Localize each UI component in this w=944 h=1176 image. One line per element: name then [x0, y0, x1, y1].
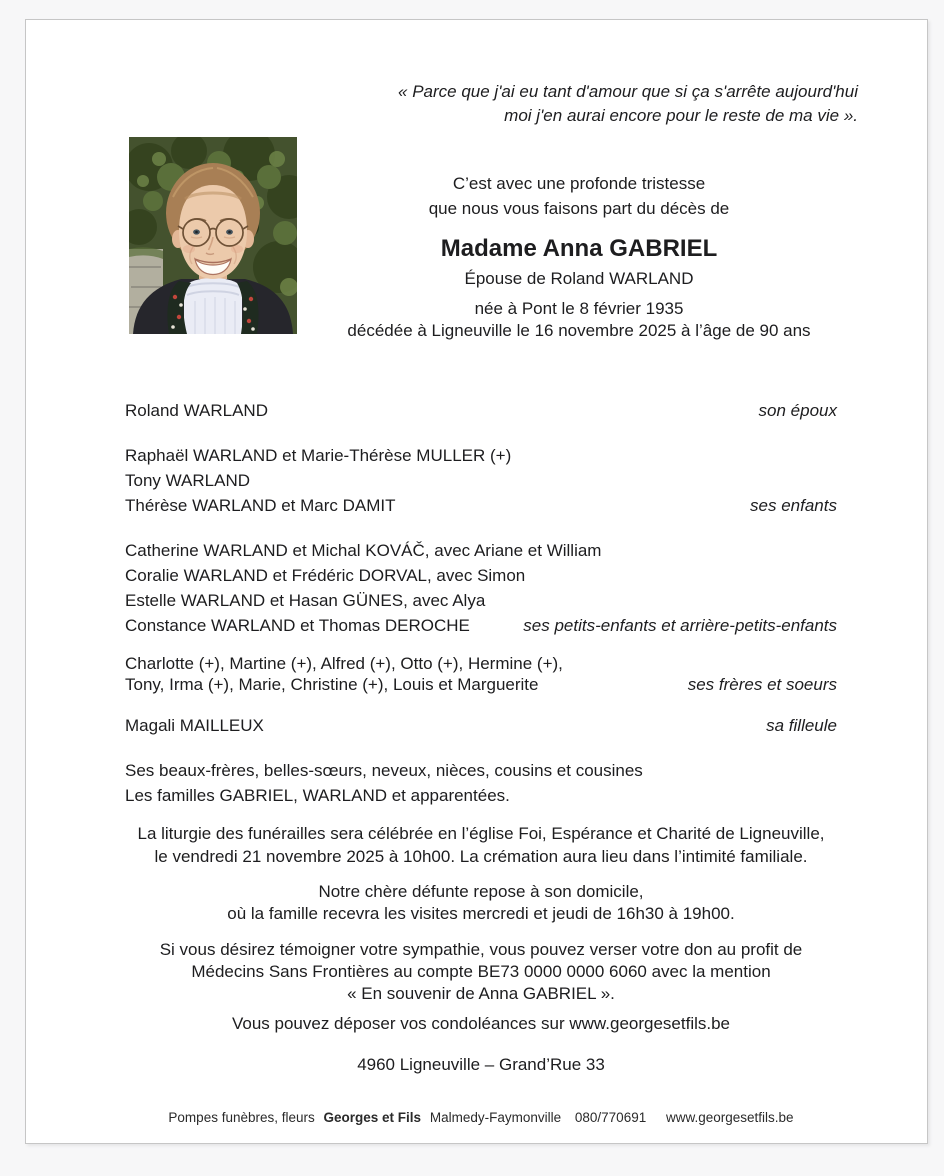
family-member-names: Coralie WARLAND et Frédéric DORVAL, avec Simon: [125, 566, 526, 585]
extended-family-line1: Ses beaux-frères, belles-sœurs, neveux, nièces, cousins et cousines: [125, 761, 643, 780]
family-member-line: [125, 613, 837, 638]
donation-line3: « En souvenir de Anna GABRIEL ».: [347, 984, 615, 1003]
family-member-names: Roland WARLAND: [125, 401, 268, 420]
portrait-photo: [129, 137, 297, 334]
spouse-line: Épouse de Roland WARLAND: [464, 269, 694, 288]
memorial-quote-line2: moi j'en aurai encore pour le reste de ma vie ».: [504, 106, 858, 125]
footer-company-name: Georges et Fils: [323, 1110, 422, 1125]
family-member-names: Raphaël WARLAND et Marie-Thérèse MULLER (+): [125, 446, 512, 465]
announcement-block: [297, 137, 861, 342]
birth-line: née à Pont le 8 février 1935: [474, 299, 684, 318]
family-group-siblings: [125, 653, 837, 695]
family-member-names: Magali MAILLEUX: [125, 716, 264, 735]
family-group-grandchildren: [125, 538, 837, 638]
family-list: [125, 398, 837, 738]
extended-family-line2: Les familles GABRIEL, WARLAND et apparentées.: [125, 786, 510, 805]
footer-phone: 080/770691: [574, 1110, 647, 1125]
family-member-line: [125, 674, 837, 695]
life-dates: [297, 298, 861, 342]
funeral-home-footer: [125, 1109, 837, 1126]
deceased-name: Madame Anna GABRIEL: [440, 235, 718, 262]
family-member-names: Constance WARLAND et Thomas DEROCHE: [125, 616, 470, 635]
announcement-intro-line1: C’est avec une profonde tristesse: [452, 174, 706, 193]
donation-line2: Médecins Sans Frontières au compte BE73 0000 0000 6060 avec la mention: [191, 962, 771, 981]
announcement-intro-line2: que nous vous faisons part du décès de: [428, 199, 730, 218]
memorial-quote: [26, 80, 858, 128]
ceremony-line1: La liturgie des funérailles sera célébrée en l’église Foi, Espérance et Charité de Ligneuville,: [137, 824, 825, 843]
family-member-line: [125, 653, 837, 674]
extended-family: [125, 758, 837, 808]
footer-website: www.georgesetfils.be: [665, 1110, 794, 1125]
relation-label: ses enfants: [750, 496, 837, 515]
memorial-quote-line1: « Parce que j'ai eu tant d'amour que si ça s'arrête aujourd'hui: [398, 82, 858, 101]
condolences-notice: Vous pouvez déposer vos condoléances sur www.georgesetfils.be: [231, 1014, 731, 1033]
obituary-page: [25, 19, 928, 1144]
family-member-names: Tony WARLAND: [125, 471, 251, 490]
relation-label: ses petits-enfants et arrière-petits-enfants: [523, 616, 837, 635]
family-member-names: Tony, Irma (+), Marie, Christine (+), Louis et Marguerite: [125, 675, 539, 694]
ceremony-line2: le vendredi 21 novembre 2025 à 10h00. La crémation aura lieu dans l’intimité familiale.: [154, 847, 808, 866]
family-member-line: [125, 563, 837, 588]
donation-notice: [125, 939, 837, 1005]
address-line: 4960 Ligneuville – Grand’Rue 33: [357, 1055, 605, 1074]
family-group-goddaughter: [125, 713, 837, 738]
relation-label: son époux: [758, 401, 837, 420]
family-member-line: [125, 538, 837, 563]
family-member-line: [125, 493, 837, 518]
family-group-children: [125, 443, 837, 518]
death-line: décédée à Ligneuville le 16 novembre 2025 à l’âge de 90 ans: [347, 321, 811, 340]
family-member-names: Charlotte (+), Martine (+), Alfred (+), Otto (+), Hermine (+),: [125, 654, 563, 673]
announcement-intro: [297, 137, 861, 221]
family-member-names: Thérèse WARLAND et Marc DAMIT: [125, 496, 396, 515]
donation-line1: Si vous désirez témoigner votre sympathie, vous pouvez verser votre don au profit de: [159, 940, 803, 959]
ceremony-notice: [125, 822, 837, 868]
header-section: [26, 137, 927, 343]
relation-label: sa filleule: [766, 716, 837, 735]
family-group-spouse: [125, 398, 837, 423]
family-member-line: [125, 443, 837, 468]
family-member-line: [125, 713, 837, 738]
notices-section: [125, 822, 837, 1076]
family-member-names: Catherine WARLAND et Michal KOVÁČ, avec Ariane et William: [125, 541, 602, 560]
footer-location: Malmedy-Faymonville: [429, 1110, 562, 1125]
family-member-line: [125, 588, 837, 613]
family-member-line: [125, 468, 837, 493]
visitation-notice: [125, 881, 837, 925]
family-member-line: [125, 398, 837, 423]
visitation-line1: Notre chère défunte repose à son domicile,: [318, 882, 644, 901]
family-member-names: Estelle WARLAND et Hasan GÜNES, avec Alya: [125, 591, 486, 610]
visitation-line2: où la famille recevra les visites mercredi et jeudi de 16h30 à 19h00.: [227, 904, 735, 923]
footer-prefix: Pompes funèbres, fleurs: [168, 1110, 315, 1125]
relation-label: ses frères et soeurs: [687, 675, 837, 694]
